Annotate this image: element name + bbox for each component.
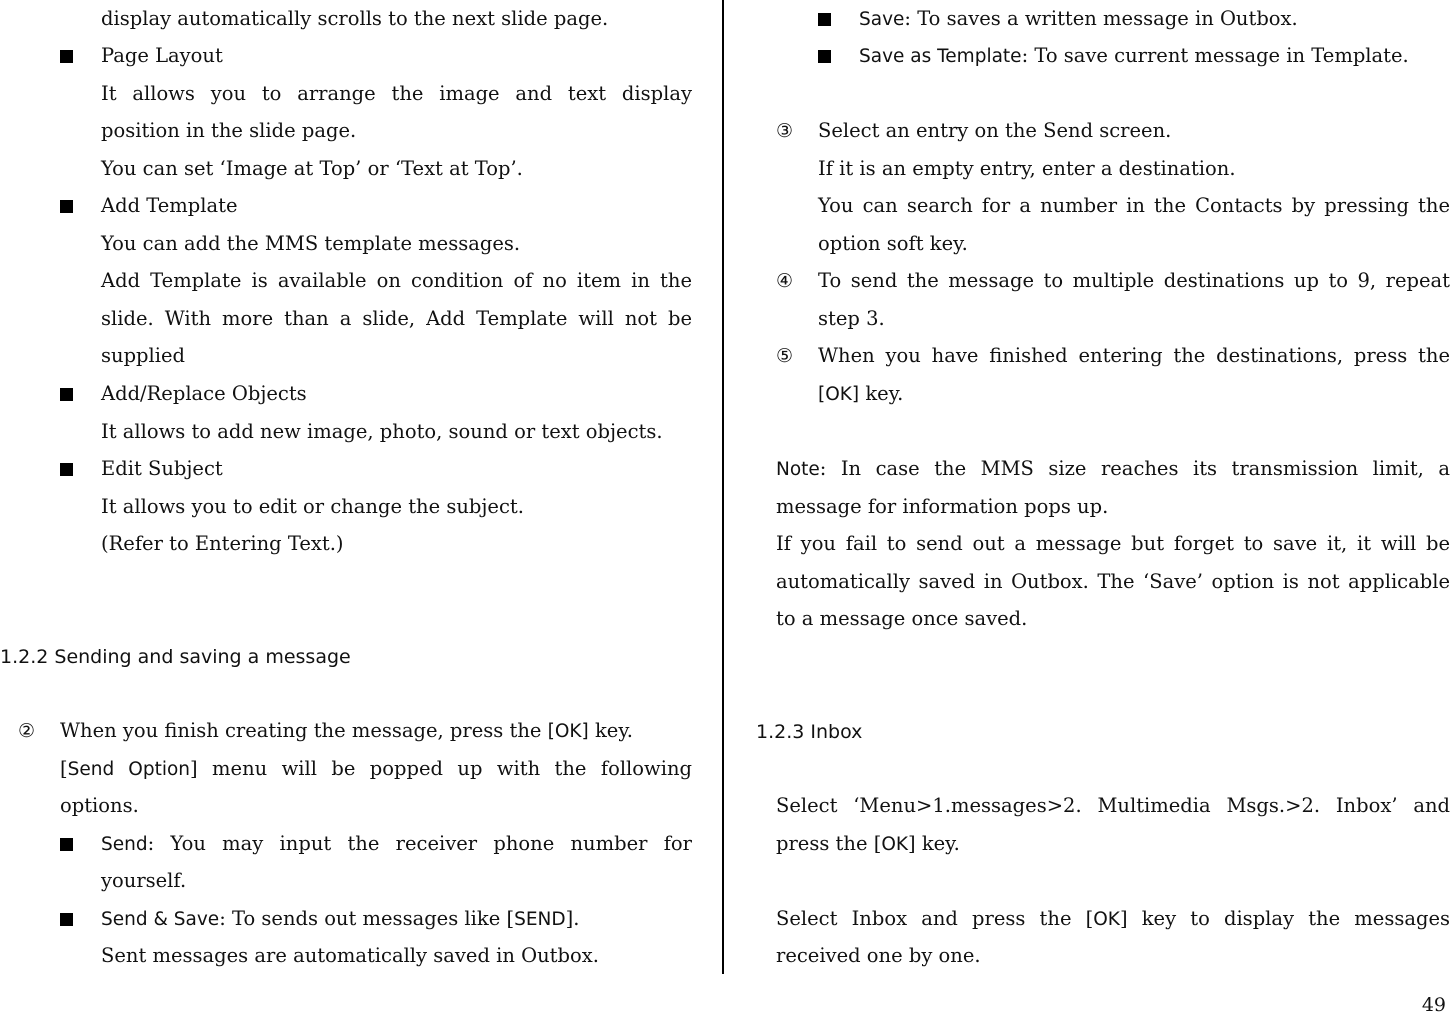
text-span: : In case the MMS size reaches its transmission limit, a (819, 457, 1450, 480)
paragraph-line: automatically saved in Outbox. The ‘Save’ option is not applicable (776, 570, 1450, 593)
paragraph-line: step 3. (818, 307, 885, 330)
paragraph-line: Select an entry on the Send screen. (818, 119, 1172, 142)
paragraph-line: position in the slide page. (101, 119, 357, 142)
section-heading: 1.2.3 Inbox (756, 721, 863, 743)
text-span: [ (60, 757, 68, 780)
paragraph-line: It allows to add new image, photo, sound or text objects. (101, 420, 663, 443)
ok-key-label: OK (881, 834, 909, 855)
text-span: ]. (565, 907, 580, 930)
paragraph-line (101, 832, 692, 857)
square-bullet-icon (60, 388, 73, 401)
paragraph-line: You can add the MMS template messages. (101, 232, 521, 255)
paragraph-line: options. (60, 794, 139, 817)
text-span: press the [ (776, 832, 882, 855)
text-span: : To saves a written message in Outbox. (904, 7, 1298, 30)
text-span: ] key to display the messages (1119, 907, 1450, 930)
paragraph-line (859, 44, 1409, 69)
square-bullet-icon (818, 50, 831, 63)
paragraph-line: display automatically scrolls to the next slide page. (101, 7, 609, 30)
section-heading: 1.2.2 Sending and saving a message (0, 646, 351, 668)
paragraph-line (859, 7, 1298, 32)
item-title-page-layout: Page Layout (101, 44, 223, 67)
square-bullet-icon (60, 463, 73, 476)
send-save-label: Send & Save (101, 909, 220, 930)
paragraph-line: If it is an empty entry, enter a destination. (818, 157, 1236, 180)
step-number: ④ (776, 270, 794, 292)
paragraph-line: Select ‘Menu>1.messages>2. Multimedia Msgs.>2. Inbox’ and (776, 794, 1450, 817)
text-span: ] key. (908, 832, 960, 855)
send-key-label: SEND (514, 909, 566, 930)
step-number: ⑤ (776, 345, 794, 367)
item-title-edit-subject: Edit Subject (101, 457, 223, 480)
paragraph-line: message for information pops up. (776, 495, 1109, 518)
text-span: : To save current message in Template. (1021, 44, 1409, 67)
square-bullet-icon (60, 200, 73, 213)
ok-key-label: OK (1093, 909, 1120, 930)
paragraph-line: supplied (101, 344, 186, 367)
square-bullet-icon (60, 913, 73, 926)
paragraph-line (776, 832, 960, 857)
save-as-template-label: Save as Template (859, 46, 1022, 67)
paragraph-line: You can search for a number in the Contacts by pressing the (818, 194, 1450, 217)
paragraph-line: Sent messages are automatically saved in Outbox. (101, 944, 599, 967)
paragraph-line: You can set ‘Image at Top’ or ‘Text at Top’. (101, 157, 523, 180)
paragraph-line: (Refer to Entering Text.) (101, 532, 344, 555)
text-span: : You may input the receiver phone number for (147, 832, 692, 855)
paragraph-line: It allows you to arrange the image and text display (101, 82, 692, 105)
paragraph-line: yourself. (101, 869, 187, 892)
text-span: key. (859, 382, 904, 405)
note-label: Note (776, 459, 820, 480)
step-number: ③ (776, 120, 794, 142)
text-span: Select Inbox and press the [ (776, 907, 1094, 930)
paragraph-line (60, 719, 633, 744)
item-title-add-template: Add Template (101, 194, 238, 217)
paragraph-line: If you fail to send out a message but forget to save it, it will be (776, 532, 1450, 555)
page-number: 49 (1421, 994, 1446, 1016)
square-bullet-icon (818, 13, 831, 26)
square-bullet-icon (60, 838, 73, 851)
paragraph-line (818, 382, 903, 407)
paragraph-line: When you have finished entering the destinations, press the (818, 344, 1450, 367)
text-span: ] menu will be popped up with the following (190, 757, 693, 780)
ok-key-label: [OK] (818, 384, 860, 405)
text-span: : To sends out messages like [ (219, 907, 515, 930)
paragraph-line: to a message once saved. (776, 607, 1028, 630)
send-option-label: Send Option (67, 759, 191, 780)
paragraph-line (776, 907, 1450, 932)
paragraph-line (60, 757, 692, 782)
text-span: When you finish creating the message, press the (60, 719, 548, 742)
paragraph-line (776, 457, 1450, 482)
text-span: key. (588, 719, 633, 742)
paragraph-line: It allows you to edit or change the subject. (101, 495, 524, 518)
ok-key-label: [OK] (547, 721, 589, 742)
item-title-add-replace-objects: Add/Replace Objects (101, 382, 307, 405)
paragraph-line: slide. With more than a slide, Add Template will not be (101, 307, 692, 330)
paragraph-line (101, 907, 579, 932)
paragraph-line: Add Template is available on condition of no item in the (101, 269, 692, 292)
paragraph-line: To send the message to multiple destinations up to 9, repeat (818, 269, 1450, 292)
paragraph-line: option soft key. (818, 232, 968, 255)
square-bullet-icon (60, 50, 73, 63)
paragraph-line: received one by one. (776, 944, 981, 967)
step-number: ② (18, 720, 36, 742)
save-label: Save (859, 9, 905, 30)
column-divider (722, 0, 724, 974)
send-label: Send (101, 834, 148, 855)
